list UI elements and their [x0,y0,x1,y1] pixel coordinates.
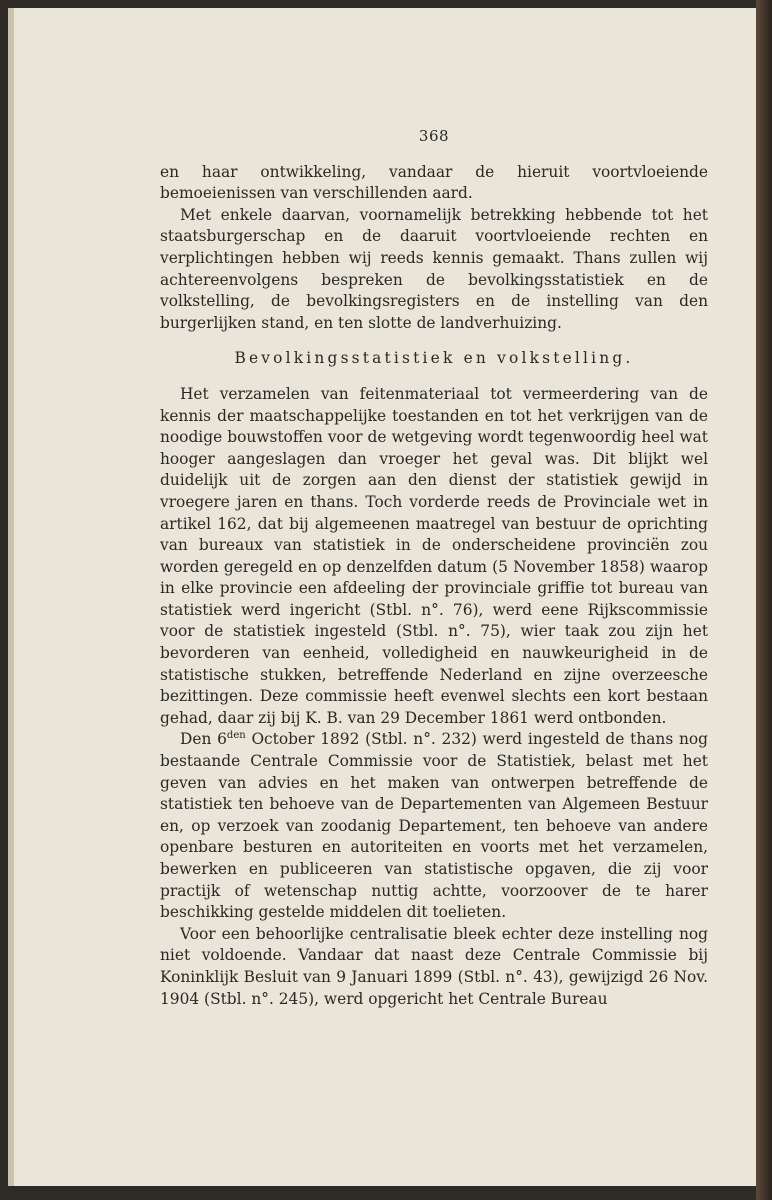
paragraph-central-bureau: Voor een behoorlijke centralisatie bleek echter deze instelling nog niet voldoende. Vandaar dat naast deze Centrale Commissie bij Koninklijk Besluit van 9 Januari 1899 (Stbl. n°. 43), gewijzigd 26 Nov. 1904 (Stbl. n°. 245), werd opgericht het Centrale Bureau [160,924,708,1008]
paragraph-continuation: en haar ontwikkeling, vandaar de hieruit voortvloeiende bemoeienissen van verschillenden aard. [160,162,708,203]
paragraph-statistics-history: Het verzamelen van feitenmateriaal tot vermeerdering van de kennis der maatschappelijke toestanden en tot het verkrijgen van de noodige bouwstoffen voor de wetgeving wordt tegenwoordig heel wat hooger aangeslagen dan vroeger het geval was. Dit blijkt wel duidelijk uit de zorgen aan den dienst der statistiek gewijd in vroegere jaren en thans. Toch vorderde reeds de Provinciale wet in artikel 162, dat bij algemeenen maatregel van bestuur de oprichting van bureaux van statistiek in de onderscheidene provinciën zou worden geregeld en op denzelfden datum (5 November 1858) waarop in elke provincie een afdeeling der provinciale griffie tot bureau van statistiek werd ingericht (Stbl. n°. 76), werd eene Rijkscommissie voor de statistiek ingesteld (Stbl. n°. 75), wier taak zou zijn het bevorderen van eenheid, volledigheid en nauwkeurigheid in de statistische stukken, betreffende Nederland en zijne overzeesche bezittingen. Deze commissie heeft evenwel slechts een kort bestaan gehad, daar zij bij K. B. van 29 December 1861 werd ontbonden. [160,384,708,727]
date-suffix: den [226,730,246,742]
page-number: 368 [418,127,450,145]
paragraph-central-commission-text: October 1892 (Stbl. n°. 232) werd ingesteld de thans nog bestaande Centrale Commissie voor de Statistiek, belast met het geven van advies en het maken van ontwerpen betreffende de statistiek ten behoeve van de Departementen van Algemeen Bestuur en, op verzoek van zoodanig Departement, ten behoeve van andere openbare besturen en autoriteiten en voorts met het verzamelen, bewerken en publiceeren van statistische opgaven, die zij voor practijk of wetenschap nuttig achtte, voorzoover de te harer beschikking gestelde middelen dit toelieten. [160,730,709,922]
book-spine-edge [756,0,772,1200]
section-heading: Bevolkingsstatistiek en volkstelling. [234,349,634,368]
paragraph-central-commission [160,729,708,923]
date-day: Den 6 [180,730,227,749]
page-text [160,126,708,1010]
paragraph-intro: Met enkele daarvan, voornamelijk betrekking hebbende tot het staatsburgerschap en de daaruit voortvloeiende rechten en verplichtingen hebben wij reeds kennis gemaakt. Thans zullen wij achtereenvolgens bespreken de bevolkingsstatistiek en de volkstelling, de bevolkingsregisters en de instelling van den burgerlijken stand, en ten slotte de landverhuizing. [160,205,708,332]
